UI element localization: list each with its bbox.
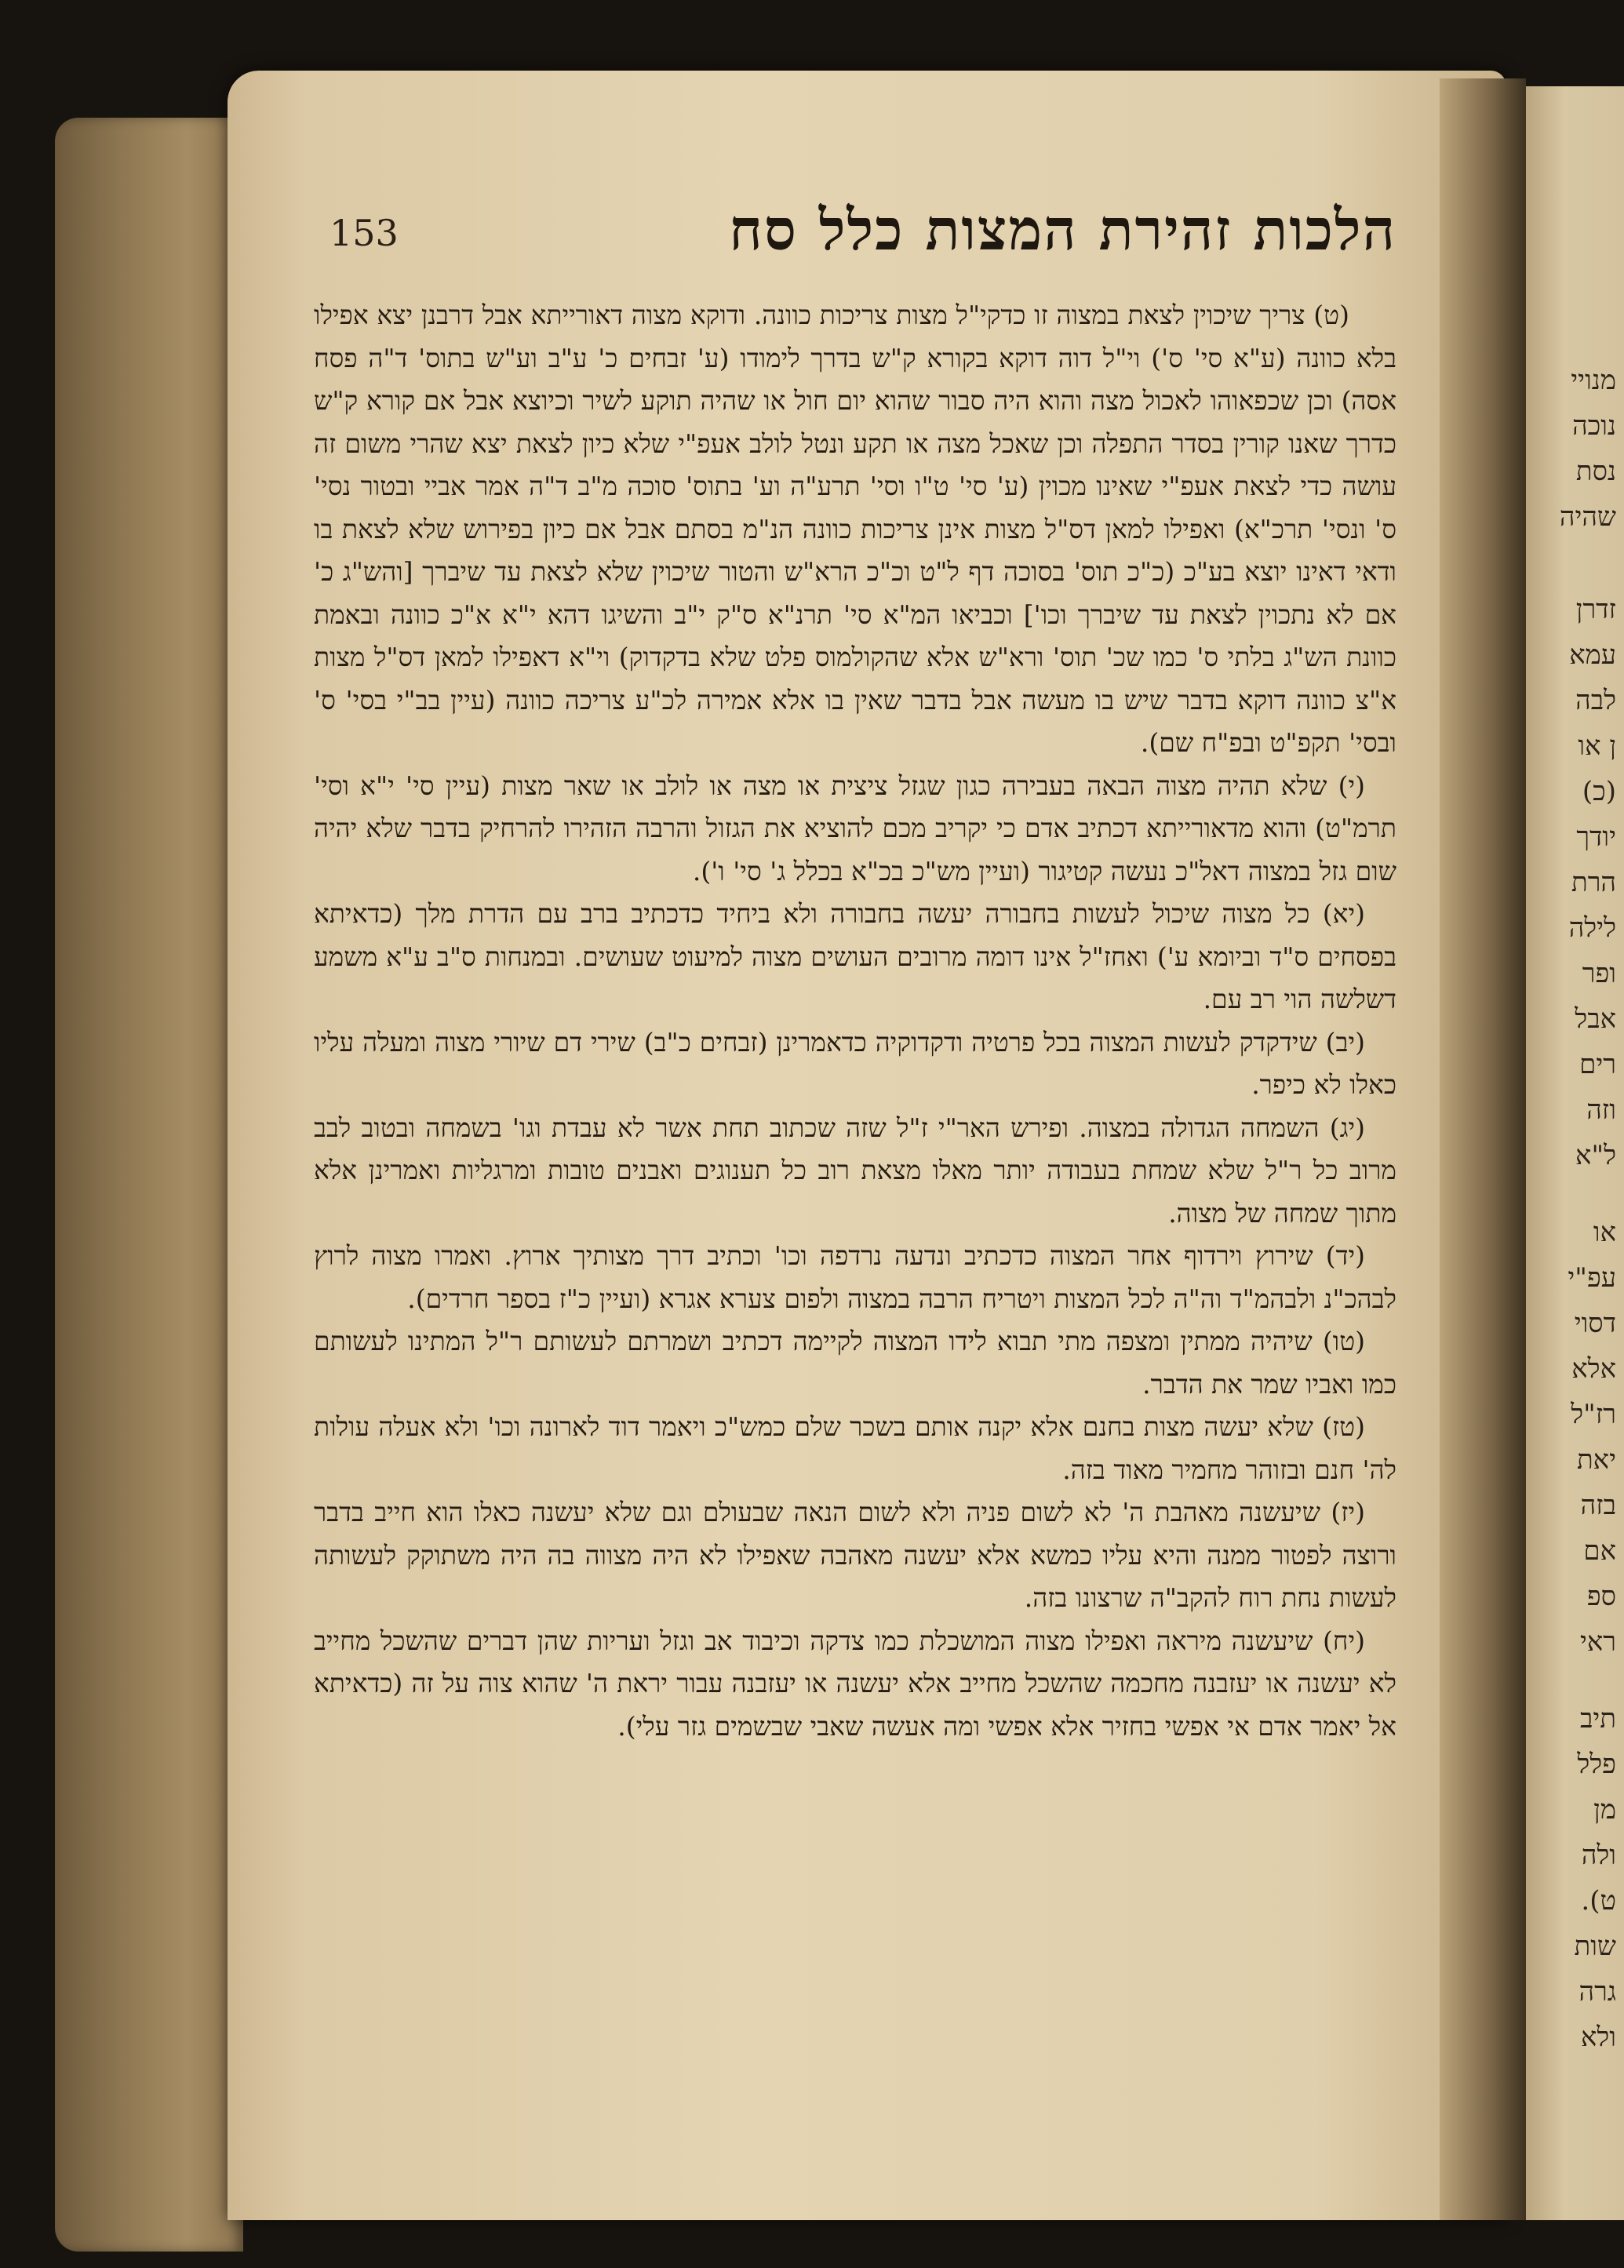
right-page-line: בזה [1580,1490,1616,1521]
paragraph-tet: (ט) צריך שיכוין לצאת במצוה זו כדקי"ל מצות צריכות כוונה. ודוקא מצוה דאורייתא אבל דרבנן יצא אפילו בלא כוונה (ע"א סי' ס') וי"ל דוה דוקא בקורא ק"ש בדרך לימודו (ע' זבחים כ' ע"ב וע"ש בתוס' ד"ה פסח אסה) וכן שכפאוהו לאכול מצה והוא היה סבור שהוא יום חול או שהיה תוקע לשיר וכיוצא אבל אם קורא ק"ש כדרך שאנו קורין בסדר התפלה וכן שאכל מצה או תקע ונטל לולב אעפ"י שלא כיון לצאת יצא שהרי משום זה עושה כדי לצאת אעפ"י שאינו מכוין (ע' סי' ט"ו וסי' תרע"ה וע' בתוס' סוכה מ"ב ד"ה אמר אביי ובטור נסי' ס' ונסי' תרכ"א) ואפילו למאן דס"ל מצות אינן צריכות כוונה הנ"מ בסתם אבל אם כיון בפירוש שלא לצאת בו ודאי דאינו יוצא בע"כ (כ"כ תוס' בסוכה דף ל"ט וכ"כ הרא"ש והטור שיכוין שלא לצאת עד שיברך [והש"ג כ' אם לא נתכוין לצאת עד שיברך וכו'] וכביאו המ"א סי' תרנ"א ס"ק י"ב והשיגו דהא י"א א"כ כוונה ובאמת כוונת הש"ג בלתי ס' כמו שכ' תוס' ורא"ש אלא שהקולמוס פלט שלא בדקדוק) וי"א דאפילו למאן דס"ל מצות א"צ כוונה דוקא בדבר שיש בו מעשה אבל בדבר שאין בו אלא אמירה לכ"ע צריכה כוונה (עיין בב"י בסי' ס' ובסי' תקפ"ט ובפ"ח שם). [314,300,1396,758]
right-page-line: פלל [1577,1749,1616,1780]
right-page-line: ל"א [1575,1140,1616,1171]
right-page-line: יודך [1576,821,1616,853]
right-page-fragment [1526,86,1624,2220]
right-page-line: (כ) [1582,776,1616,807]
right-page-line: ולה [1581,1840,1616,1871]
paragraph-yud-gimel: (יג) השמחה הגדולה במצוה. ופירש האר"י ז"ל שזה שכתוב תחת אשר לא עבדת וגו' בשמחה ובטוב לבב מרוב כל ר"ל שלא שמחת בעבודה יותר מאלו מצאת רוב כל תענוגים ואבנים טובות ומרגליות ואמרינן אלא מתוך שמחה של מצוה. [314,1112,1396,1229]
right-page-line: וזה [1586,1094,1616,1126]
right-page-line: לבה [1575,685,1616,716]
right-page-line: דסוי [1574,1308,1616,1339]
right-page-line: מנויי [1571,365,1616,396]
right-page-line: ספ [1586,1581,1616,1612]
paragraph-tet-zayin: (טז) שלא יעשה מצות בחנם אלא יקנה אותם בשכר שלם כמש"כ ויאמר דוד לארונה וכו' ולא אעלה עולות לה' חנם ובזוהר מחמיר מאוד בזה. [314,1411,1396,1485]
right-page-line: אלא [1571,1353,1616,1385]
right-page-line: לילה [1568,912,1616,944]
right-page-line: הרת [1571,867,1616,898]
right-page-line: ט). [1581,1885,1616,1917]
right-page-line: יאת [1576,1444,1616,1476]
paragraph-yud: (י) שלא תהיה מצוה הבאה בעבירה כגון שגזל ציצית או מצה או לולב או שאר מצות (עיין סי' י"א וסי' תרמ"ט) והוא מדאורייתא דכתיב אדם כי יקריב מכם להוציא את הגזול והרבה הזהירו להרחיק בדבר שלא יהיה שום גזל במצוה דאל"כ נעשה קטיגור (ועיין מש"כ בכ"א בכלל ג' סי' ו'). [314,770,1396,886]
right-page-line: ולא [1580,2022,1616,2053]
paragraph-yud-alef: (יא) כל מצוה שיכול לעשות בחבורה יעשה בחבורה ולא ביחיד כדכתיב ברב עם הדרת מלך (כדאיתא בפסחים ס"ד וביומא ע') ואחז"ל אינו דומה מרובים העושים מצוה למיעוט שעושים. ובמנחות ס"ב ע"א משמע דשלשה הוי רב עם. [314,898,1396,1014]
right-page-line: או [1593,1217,1616,1248]
right-page-line: עמא [1569,639,1616,671]
right-page-line: שהיה [1559,501,1616,533]
right-page-line: רז"ל [1571,1399,1616,1430]
book-gutter [1440,78,1526,2220]
right-page-line: מן [1593,1794,1616,1826]
right-page-line: ן או [1578,730,1616,762]
right-page-line: זדרן [1575,594,1616,625]
running-title: הלכות זהירת המצות כלל סח [729,196,1396,263]
page-edges [55,118,243,2252]
page-number: 153 [330,212,399,254]
paragraph-yud-dalet: (יד) שירוץ וירדוף אחר המצוה כדכתיב ונדעה נרדפה וכו' וכתיב דרך מצותיך ארוץ. ואמרו מצוה לרוץ לבהכ"נ ולבהמ"ד וה"ה לכל המצות ויטריח הרבה במצוה ולפום צערא אגרא (ועיין כ"ז בספר חרדים). [314,1240,1396,1314]
paragraph-yud-zayin: (יז) שיעשנה מאהבת ה' לא לשום פניה ולא לשום הנאה שבעולם וגם שלא יעשנה כאלו הוא חייב בדבר ורוצה לפטור ממנה והיא עליו כמשא אלא יעשנה מאהבה שאפילו לא היה מצווה בה היה משתוקק לעשותה לעשות נחת רוח להקב"ה שרצונו בזה. [314,1497,1396,1613]
right-page-line: רים [1579,1049,1616,1080]
right-page-line: תיב [1579,1703,1616,1735]
right-page-line: ופר [1582,958,1616,989]
right-page-line: נסת [1575,456,1616,487]
right-page-line: עפ"י [1568,1262,1616,1294]
paragraph-tet-vav: (טו) שיהיה ממתין ומצפה מתי תבוא לידו המצוה לקיימה דכתיב ושמרתם לעשותם ר"ל המתינו לעשותם כמו ואביו שמר את הדבר. [314,1326,1396,1400]
right-page-line: נוכה [1572,410,1616,442]
right-page-line: אבל [1575,1003,1616,1035]
paragraph-yud-bet: (יב) שידקדק לעשות המצוה בכל פרטיה ודקדוקיה כדאמרינן (זבחים כ"ב) שירי דם שיורי מצוה ומעלה עליו כאלו לא כיפר. [314,1026,1396,1100]
page-header [330,196,1396,282]
paragraph-yud-chet: (יח) שיעשנה מיראה ואפילו מצוה המושכלת כמו צדקה וכיבוד אב וגזל ועריות שהן דברים שהשכל מחייב לא יעשנה או יעזבנה מחכמה שהשכל מחייב אלא יעשנה או יעזבנה עבור יראת ה' שהוא צוה על זה (כדאיתא אל יאמר אדם אי אפשי בחזיר אלא אפשי ומה אעשה שאבי שבשמים גזר עלי). [314,1625,1396,1742]
right-page-line: אם [1583,1535,1616,1567]
main-text [314,294,1396,1748]
right-page-line: גרה [1578,1976,1616,2008]
right-page-line: ראי [1579,1626,1616,1658]
right-page-line: שות [1574,1931,1616,1962]
